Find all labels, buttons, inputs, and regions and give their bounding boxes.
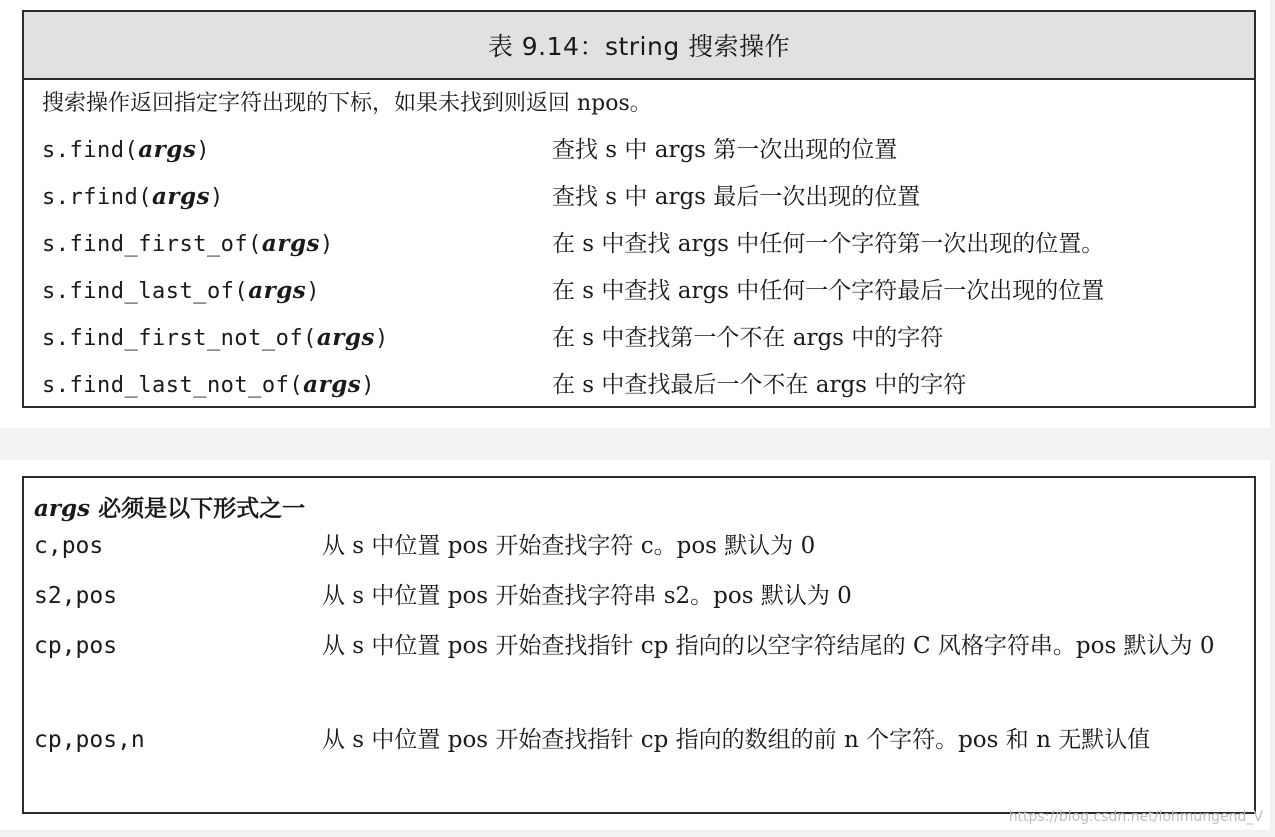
table-title: 表 9.14：string 搜索操作: [24, 12, 1254, 80]
op-name: s.find_last_of(: [42, 279, 249, 304]
operation-meaning: 查找 s 中 args 最后一次出现的位置: [552, 184, 921, 210]
args-header: [34, 490, 305, 523]
arg-form-description: 从 s 中位置 pos 开始查找字符串 s2。pos 默认为 0: [322, 583, 852, 609]
table-description: 搜索操作返回指定字符出现的下标，如果未找到则返回 npos。: [42, 91, 652, 116]
op-arg: args: [303, 371, 362, 398]
arg-form-description: 从 s 中位置 pos 开始查找指针 cp 指向的以空字符结尾的 C 风格字符串。pos 默认为 0: [322, 633, 1215, 659]
args-header-arg: args: [34, 495, 91, 522]
op-arg: args: [151, 183, 211, 210]
op-name: s.find_last_not_of(: [42, 373, 304, 398]
op-name: s.find_first_not_of(: [42, 326, 317, 351]
string-search-table: [22, 10, 1256, 408]
op-arg: args: [316, 324, 375, 351]
op-arg: args: [248, 277, 307, 304]
operation-signature: [42, 271, 320, 312]
arg-form-description: 从 s 中位置 pos 开始查找指针 cp 指向的数组的前 n 个字符。pos 和 n 无默认值: [322, 727, 1151, 753]
arg-form-code: s2,pos: [34, 583, 118, 609]
op-name: s.find(: [42, 138, 139, 163]
operation-signature: [42, 224, 334, 265]
operation-signature: [42, 130, 210, 171]
op-name: s.rfind(: [42, 185, 152, 210]
operation-meaning: 在 s 中查找最后一个不在 args 中的字符: [552, 372, 967, 398]
table-row: [24, 130, 1254, 170]
arg-form-code: cp,pos,n: [34, 727, 145, 753]
args-header-text: 必须是以下形式之一: [90, 495, 306, 522]
op-arg: args: [261, 230, 320, 257]
op-close: ): [319, 232, 334, 257]
args-forms-table: [22, 476, 1256, 814]
op-name: s.find_first_of(: [42, 232, 262, 257]
op-arg: args: [138, 136, 197, 163]
operation-meaning: 查找 s 中 args 第一次出现的位置: [552, 137, 898, 163]
op-close: ): [196, 138, 211, 163]
arg-form-code: cp,pos: [34, 633, 118, 659]
op-close: ): [374, 326, 389, 351]
watermark: https://blog.csdn.net/lohmungend_V: [1008, 809, 1263, 825]
table-row: [24, 365, 1254, 405]
operation-meaning: 在 s 中查找 args 中任何一个字符第一次出现的位置。: [552, 231, 1105, 257]
operation-signature: [42, 177, 224, 218]
arg-form-description: 从 s 中位置 pos 开始查找字符 c。pos 默认为 0: [322, 533, 816, 559]
operation-signature: [42, 318, 389, 359]
op-close: ): [210, 185, 224, 210]
op-close: ): [306, 279, 320, 304]
table-row: [24, 271, 1254, 311]
table-row: [24, 177, 1254, 217]
table-row: [24, 318, 1254, 358]
table-row: [24, 224, 1254, 264]
operation-meaning: 在 s 中查找第一个不在 args 中的字符: [552, 325, 944, 351]
operation-signature: [42, 365, 375, 406]
arg-form-code: c,pos: [34, 533, 104, 559]
operation-meaning: 在 s 中查找 args 中任何一个字符最后一次出现的位置: [552, 278, 1105, 304]
op-close: ): [361, 373, 375, 398]
